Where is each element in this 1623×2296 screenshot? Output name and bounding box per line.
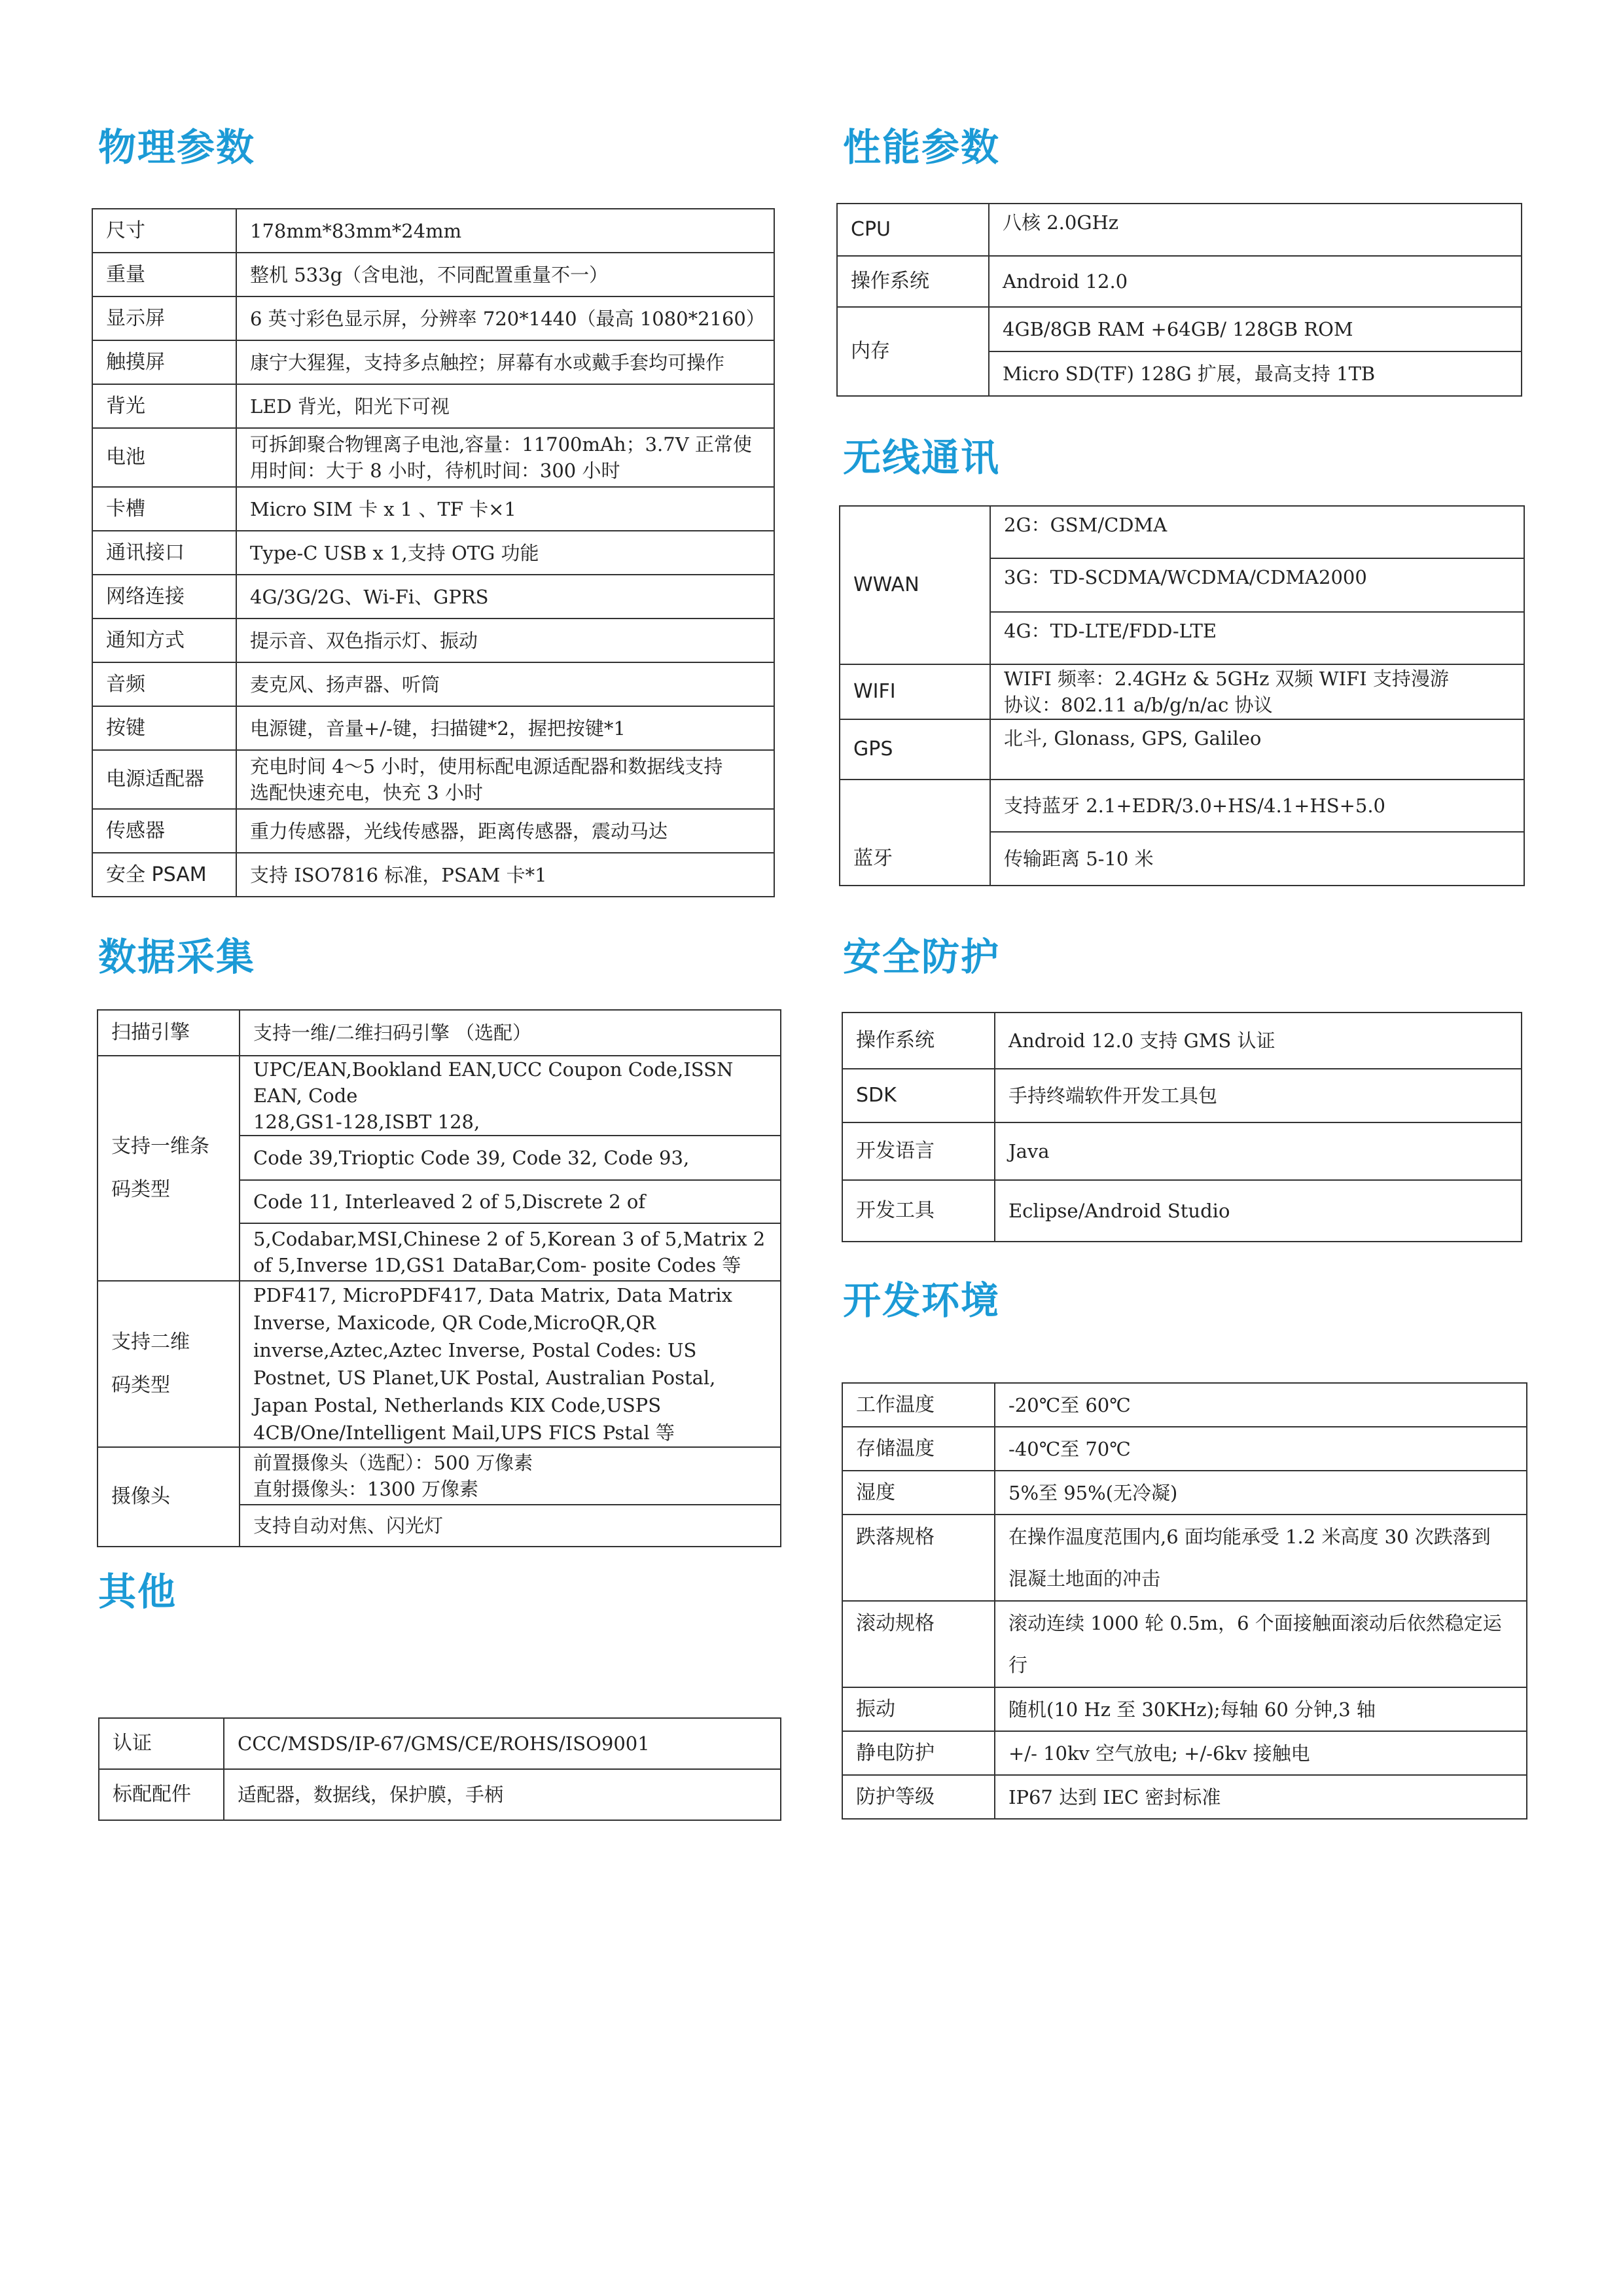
table-row [92, 575, 774, 619]
spec-value: -40℃至 70℃ [995, 1427, 1527, 1471]
spec-value: 随机(10 Hz 至 30KHz);每轴 60 分钟,3 轴 [995, 1687, 1527, 1731]
spec-value: Android 12.0 支持 GMS 认证 [995, 1013, 1522, 1069]
spec-key: 重量 [92, 253, 236, 296]
table-row [837, 307, 1522, 351]
table-row [98, 1010, 781, 1056]
spec-key: 开发工具 [842, 1180, 995, 1242]
capture-spec-table [97, 1009, 781, 1547]
spec-key: 安全 PSAM [92, 853, 236, 897]
spec-value: Code 39,Trioptic Code 39, Code 32, Code 93, [240, 1136, 781, 1180]
wireless-spec-table [839, 505, 1525, 886]
spec-value: 整机 533g（含电池，不同配置重量不一） [236, 253, 774, 296]
table-row [92, 619, 774, 662]
table-row [842, 1775, 1527, 1819]
table-row [92, 853, 774, 897]
spec-key: 电池 [92, 428, 236, 487]
spec-value: 可拆卸聚合物锂离子电池,容量：11700mAh；3.7V 正常使 [250, 433, 752, 456]
spec-key: 蓝牙 [840, 780, 990, 886]
spec-key: 尺寸 [92, 209, 236, 253]
spec-key: 触摸屏 [92, 340, 236, 384]
table-row [842, 1601, 1527, 1687]
physical-spec-table [92, 208, 775, 897]
spec-value: inverse,Aztec,Aztec Inverse, Postal Codes: US [253, 1339, 697, 1361]
table-row [92, 809, 774, 853]
spec-value-line2: 协议：802.11 a/b/g/n/ac 协议 [1004, 694, 1273, 716]
table-row [92, 750, 774, 809]
spec-value: 5,Codabar,MSI,Chinese 2 of 5,Korean 3 of 5,Matrix 2 [253, 1228, 766, 1250]
spec-value: 178mm*83mm*24mm [236, 209, 774, 253]
spec-value: 3G：TD-SCDMA/WCDMA/CDMA2000 [990, 558, 1524, 612]
spec-value: 适配器，数据线，保护膜，手柄 [224, 1769, 781, 1820]
table-row [842, 1731, 1527, 1775]
spec-value: Java [995, 1122, 1522, 1180]
spec-key: 背光 [92, 384, 236, 428]
spec-value: 前置摄像头（选配）：500 万像素 [253, 1452, 533, 1474]
spec-value: 电源键，音量+/-键，扫描键*2，握把按键*1 [236, 706, 774, 750]
table-row [98, 1281, 781, 1447]
environment-spec-table [842, 1382, 1527, 1820]
spec-value: 4G/3G/2G、Wi-Fi、GPRS [236, 575, 774, 619]
spec-value: 麦克风、扬声器、听筒 [236, 662, 774, 706]
spec-value: 6 英寸彩色显示屏，分辨率 720*1440（最高 1080*2160） [236, 296, 774, 340]
table-row [842, 1515, 1527, 1601]
spec-key: 操作系统 [842, 1013, 995, 1069]
spec-value: IP67 达到 IEC 密封标准 [995, 1775, 1527, 1819]
section-title-environment: 开发环境 [843, 1278, 1001, 1323]
table-row [840, 506, 1524, 558]
table-row [92, 209, 774, 253]
table-row [842, 1383, 1527, 1427]
table-row [92, 340, 774, 384]
spec-value: 重力传感器，光线传感器，距离传感器，震动马达 [236, 809, 774, 853]
spec-value: Micro SIM 卡 x 1 、TF 卡×1 [236, 487, 774, 531]
table-row [99, 1718, 781, 1769]
spec-key: 支持二维 [111, 1331, 190, 1354]
section-title-physical: 物理参数 [98, 125, 256, 170]
section-title-wireless: 无线通讯 [843, 435, 1001, 480]
spec-value: 传输距离 5-10 米 [990, 832, 1524, 886]
spec-key: 跌落规格 [842, 1515, 995, 1601]
table-row [92, 296, 774, 340]
spec-key: 按键 [92, 706, 236, 750]
table-row [842, 1471, 1527, 1515]
spec-key: 开发语言 [842, 1122, 995, 1180]
spec-value: Inverse, Maxicode, QR Code,MicroQR,QR [253, 1312, 656, 1334]
spec-value: 在操作温度范围内,6 面均能承受 1.2 米高度 30 次跌落到 [1008, 1526, 1491, 1548]
spec-value: Type-C USB x 1,支持 OTG 功能 [236, 531, 774, 575]
spec-key: 通知方式 [92, 619, 236, 662]
spec-key: 静电防护 [842, 1731, 995, 1775]
spec-value-line2: 128,GS1-128,ISBT 128, [253, 1111, 480, 1133]
table-row [842, 1069, 1522, 1122]
spec-key: WIFI [840, 664, 990, 719]
spec-value: 支持自动对焦、闪光灯 [240, 1505, 781, 1547]
spec-key: 扫描引擎 [98, 1010, 240, 1056]
other-spec-table [98, 1717, 781, 1821]
spec-key: SDK [842, 1069, 995, 1122]
table-row [842, 1122, 1522, 1180]
spec-value: LED 背光，阳光下可视 [236, 384, 774, 428]
spec-key: 卡槽 [92, 487, 236, 531]
section-title-other: 其他 [98, 1570, 177, 1614]
spec-value: CCC/MSDS/IP-67/GMS/CE/ROHS/ISO9001 [224, 1718, 781, 1769]
spec-value-line2: 用时间：大于 8 小时，待机时间：300 小时 [250, 459, 620, 482]
spec-value: +/- 10kv 空气放电; +/-6kv 接触电 [995, 1731, 1527, 1775]
spec-value: 康宁大猩猩，支持多点触控；屏幕有水或戴手套均可操作 [236, 340, 774, 384]
spec-value: 充电时间 4～5 小时，使用标配电源适配器和数据线支持 [250, 755, 723, 778]
spec-key: WWAN [840, 506, 990, 664]
spec-value-line2: 直射摄像头：1300 万像素 [253, 1478, 479, 1500]
table-row [92, 384, 774, 428]
table-row [842, 1687, 1527, 1731]
table-row [92, 662, 774, 706]
spec-value: 4CB/One/Intelligent Mail,UPS FICS Pstal 等 [253, 1422, 675, 1444]
table-row [99, 1769, 781, 1820]
spec-key: 传感器 [92, 809, 236, 853]
spec-value: Android 12.0 [989, 256, 1522, 307]
spec-key: 网络连接 [92, 575, 236, 619]
spec-value: 北斗, Glonass, GPS, Galileo [990, 719, 1524, 780]
table-row [840, 780, 1524, 832]
spec-value: 八核 2.0GHz [989, 204, 1522, 256]
spec-value: -20℃至 60℃ [995, 1383, 1527, 1427]
spec-key-line2: 码类型 [111, 1374, 170, 1397]
spec-value: 手持终端软件开发工具包 [995, 1069, 1522, 1122]
spec-key: 工作温度 [842, 1383, 995, 1427]
spec-value-line2: 选配快速充电，快充 3 小时 [250, 781, 483, 804]
table-row [92, 253, 774, 296]
spec-value: Postnet, US Planet,UK Postal, Australian Postal, [253, 1367, 716, 1389]
performance-spec-table [836, 203, 1522, 397]
security-spec-table [842, 1012, 1522, 1242]
spec-value: UPC/EAN,Bookland EAN,UCC Coupon Code,ISSN EAN, Code [253, 1058, 734, 1107]
spec-value: 支持 ISO7816 标准，PSAM 卡*1 [236, 853, 774, 897]
table-row [840, 664, 1524, 719]
spec-value-line2: 混凝土地面的冲击 [1008, 1568, 1161, 1590]
spec-value: Eclipse/Android Studio [995, 1180, 1522, 1242]
spec-value: 2G：GSM/CDMA [990, 506, 1524, 558]
table-row [837, 256, 1522, 307]
spec-key: 支持一维条 [111, 1135, 209, 1158]
spec-key: 操作系统 [837, 256, 989, 307]
table-row [842, 1180, 1522, 1242]
section-title-capture: 数据采集 [98, 935, 256, 979]
spec-value: 提示音、双色指示灯、振动 [236, 619, 774, 662]
spec-value-line2: 行 [1008, 1654, 1028, 1676]
table-row [92, 428, 774, 487]
spec-value: Micro SD(TF) 128G 扩展，最高支持 1TB [989, 351, 1522, 396]
spec-value: PDF417, MicroPDF417, Data Matrix, Data Matrix [253, 1284, 732, 1306]
spec-key: CPU [837, 204, 989, 256]
spec-key: 显示屏 [92, 296, 236, 340]
table-row [837, 204, 1522, 256]
spec-key-line2: 码类型 [111, 1178, 170, 1201]
spec-value: 滚动连续 1000 轮 0.5m，6 个面接触面滚动后依然稳定运 [1008, 1612, 1502, 1634]
spec-key: 摄像头 [98, 1447, 240, 1547]
spec-key: 内存 [837, 307, 989, 396]
spec-value: 支持蓝牙 2.1+EDR/3.0+HS/4.1+HS+5.0 [990, 780, 1524, 832]
spec-key: 音频 [92, 662, 236, 706]
section-title-security: 安全防护 [843, 935, 1001, 979]
table-row [92, 487, 774, 531]
spec-value: 4GB/8GB RAM +64GB/ 128GB ROM [989, 307, 1522, 351]
spec-value: 4G：TD-LTE/FDD-LTE [990, 612, 1524, 664]
table-row [840, 719, 1524, 780]
spec-key: 存储温度 [842, 1427, 995, 1471]
spec-value: WIFI 频率：2.4GHz & 5GHz 双频 WIFI 支持漫游 [1004, 668, 1449, 690]
section-title-performance: 性能参数 [843, 125, 1001, 170]
spec-key: 标配配件 [99, 1769, 224, 1820]
table-row [842, 1427, 1527, 1471]
table-row [842, 1013, 1522, 1069]
table-row [98, 1447, 781, 1505]
spec-value: 5%至 95%(无冷凝) [995, 1471, 1527, 1515]
spec-value: 支持一维/二维扫码引擎 （选配） [240, 1010, 781, 1056]
table-row [92, 706, 774, 750]
spec-key: 通讯接口 [92, 531, 236, 575]
table-row [92, 531, 774, 575]
spec-value: Code 11, Interleaved 2 of 5,Discrete 2 of [240, 1180, 781, 1223]
spec-key: 防护等级 [842, 1775, 995, 1819]
spec-value-line2: of 5,Inverse 1D,GS1 DataBar,Com- posite Codes 等 [253, 1254, 741, 1276]
spec-key: 电源适配器 [92, 750, 236, 809]
spec-key: 滚动规格 [842, 1601, 995, 1687]
spec-key: 湿度 [842, 1471, 995, 1515]
table-row [98, 1056, 781, 1136]
spec-key: 认证 [99, 1718, 224, 1769]
spec-key: 振动 [842, 1687, 995, 1731]
spec-value: Japan Postal, Netherlands KIX Code,USPS [253, 1394, 662, 1416]
spec-key: GPS [840, 719, 990, 780]
